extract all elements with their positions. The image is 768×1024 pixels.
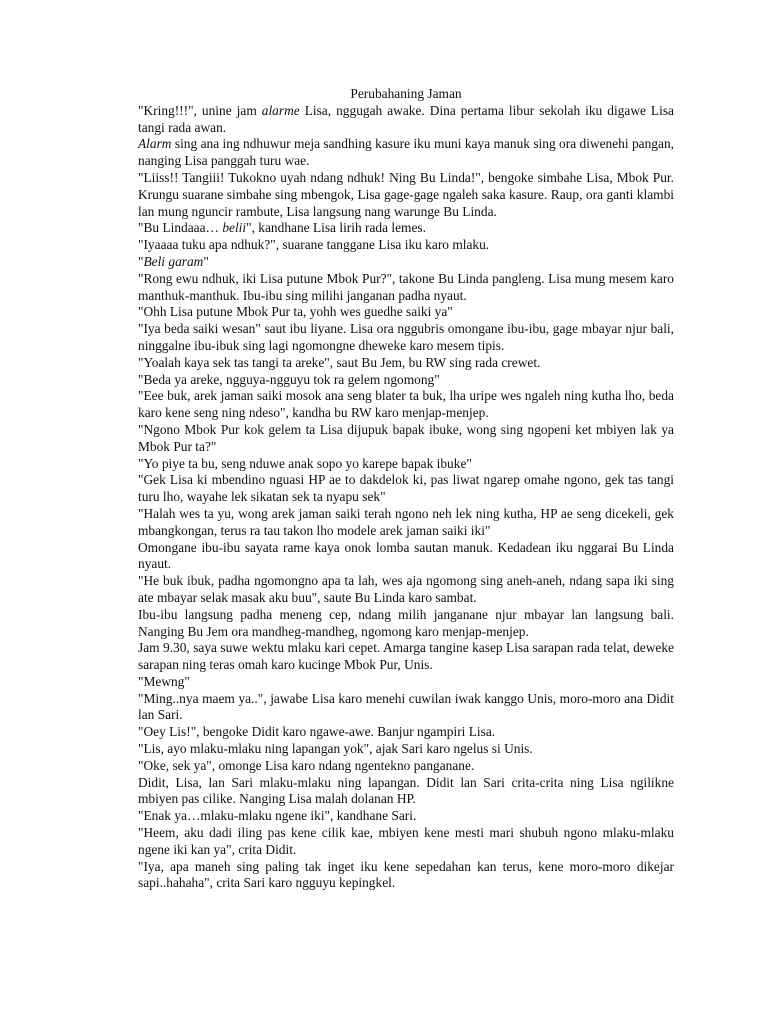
text-run: Ibu-ibu langsung padha meneng cep, ndang milih jangananе njur mbayar lan langsung bali. Nanging Bu Jem ora mandheg-mandheg, ngomong karo menjap-menjep. [138,606,674,639]
text-run: "Beda ya areke, ngguya-ngguyu tok ra gelem ngomong" [138,371,440,387]
text-run: " [138,253,144,269]
paragraph [138,775,674,809]
paragraph [138,372,674,389]
paragraph [138,220,674,237]
text-run: "Enak ya…mlaku-mlaku ngene iki", kandhane Sari. [138,808,417,824]
paragraph [138,758,674,775]
text-run: Lisa, nggugah awake. Dina pertama libur sekolah iku digawe Lisa tangi rada awan. [138,102,674,135]
text-run: Omongane ibu-ibu sayata rame kaya onok lomba sautan manuk. Kedadean iku nggarai Bu Linda nyaut. [138,539,674,572]
text-run: "Halah wes ta yu, wong arek jaman saiki terah ngono neh lek ning kutha, HP ae seng dicekeli, gek mbangkongan, terus ra tau takon lho modele arek jaman saiki iki" [138,505,674,538]
document-page [138,86,674,892]
text-run: "Iya, apa maneh sing paling tak inget iku kene sepedahan kan terus, kene moro-moro dikejar sapi..hahaha", crita Sari karo ngguyu kepingkel. [138,858,674,891]
paragraph [138,825,674,859]
text-run: Didit, Lisa, lan Sari mlaku-mlaku ning lapangan. Didit lan Sari crita-crita ning Lisa ngilikne mbiyen pas cilike. Nanging Lisa malah dolanan HP. [138,774,674,807]
paragraph [138,170,674,220]
text-run: "Ming..nya maem ya..", jawabe Lisa karo menehi cuwilan iwak kanggo Unis, moro-moro ana Didit lan Sari. [138,690,674,723]
text-run: "Ohh Lisa putune Mbok Pur ta, yohh wes guedhe saiki ya" [138,304,453,320]
italic-text: Alarm [138,136,172,152]
text-run: "Lis, ayo mlaku-mlaku ning lapangan yok", ajak Sari karo ngelus si Unis. [138,741,533,757]
text-run: "Iya beda saiki wesan" saut ibu liyane. Lisa ora nggubris omongane ibu-ibu, gage mbayar njur bali, ninggalne ibu-ibuk sing lagi ngomongne dheweke karo mesem tipis. [138,321,674,353]
paragraph [138,674,674,691]
paragraph [138,388,674,422]
paragraph [138,472,674,506]
paragraph [138,271,674,305]
italic-text: Beli garam [143,253,204,269]
document-body [138,103,674,892]
text-run: sing ana ing ndhuwur meja sandhing kasure iku muni kaya manuk sing ora diwenehi pangan, nanging Lisa panggah turu wae. [138,136,674,169]
paragraph [138,540,674,574]
text-run: "Kring!!!", unine jam [138,102,262,118]
text-run: "Rong ewu ndhuk, iki Lisa putune Mbok Pur?", takone Bu Linda pangleng. Lisa mung mesem karo manthuk-manthuk. Ibu-ibu sing milihi janganan padha nyaut. [138,270,674,303]
text-run: "Oke, sek ya", omonge Lisa karo ndang ngentekno panganane. [138,757,475,773]
text-run: " [203,253,209,269]
paragraph [138,103,674,137]
paragraph [138,237,674,254]
text-run: "Bu Lindaaa… [138,220,223,236]
text-run: Jam 9.30, saya suwe wektu mlaku kari cepet. Amarga tangine kasep Lisa sarapan rada telat, deweke sarapan ning teras omah karo kucinge Mbok Pur, Unis. [138,640,674,673]
paragraph [138,304,674,321]
text-run: "He buk ibuk, padha ngomongno apa ta lah, wes aja ngomong sing aneh-aneh, ndang sapa iki sing ate mbayar selak masak aku buu", saute Bu Linda karo sambat. [138,573,674,605]
text-run: "Mewng" [138,673,190,689]
paragraph [138,691,674,725]
paragraph [138,640,674,674]
paragraph [138,321,674,355]
text-run: "Liiss!! Tangiii! Tukokno uyah ndang ndhuk! Ning Bu Linda!", bengoke simbahe Lisa, Mbok Pur. Krungu suarane simbahe sing mbengok, Lisa gage-gage ngaleh saka kasure. Raup, ora ganti klambi lan mung nguncir rambute, Lisa langsung nang warunge Bu Linda. [138,169,674,219]
text-run: "Oey Lis!", bengoke Didit karo ngawe-awe. Banjur ngampiri Lisa. [138,724,496,740]
paragraph [138,422,674,456]
italic-text: belii [222,220,247,236]
paragraph [138,607,674,641]
paragraph [138,741,674,758]
paragraph [138,724,674,741]
document-title: Perubahaning Jaman [350,86,462,101]
paragraph [138,254,674,271]
paragraph [138,506,674,540]
text-run: "Eee buk, arek jaman saiki mosok ana seng blater ta buk, lha uripe wes ngaleh ning kutha lho, beda karo kene seng ning ndeso", kandha bu RW karo menjap-menjep. [138,388,674,421]
paragraph [138,808,674,825]
paragraph [138,456,674,473]
paragraph [138,355,674,372]
text-run: "Yoalah kaya sek tas tangi ta areke", saut Bu Jem, bu RW sing rada crewet. [138,354,541,370]
text-run: "Gek Lisa ki mbendino nguasi HP ae to dakdelok ki, pas liwat ngarep omahe ngono, gek tas tangi turu lho, wayahe lek sikatan sek ta nyapu sek" [138,472,674,505]
text-run: "Ngono Mbok Pur kok gelem ta Lisa dijupuk bapak ibuke, wong sing ngopeni ket mbiyen lak ya Mbok Pur ta?" [138,421,674,454]
text-run: ", kandhane Lisa lirih rada lemes. [246,220,426,236]
text-run: "Iyaaaa tuku apa ndhuk?", suarane tanggane Lisa iku karo mlaku. [138,237,490,253]
paragraph [138,136,674,170]
paragraph [138,859,674,893]
paragraph [138,573,674,607]
text-run: "Heem, aku dadi iling pas kene cilik kae, mbiyen kene mesti mari shubuh ngono mlaku-mlaku ngene iki kan ya", crita Didit. [138,825,674,857]
text-run: "Yo piye ta bu, seng nduwe anak sopo yo karepe bapak ibuke" [138,455,472,471]
italic-text: alarme [261,102,300,118]
